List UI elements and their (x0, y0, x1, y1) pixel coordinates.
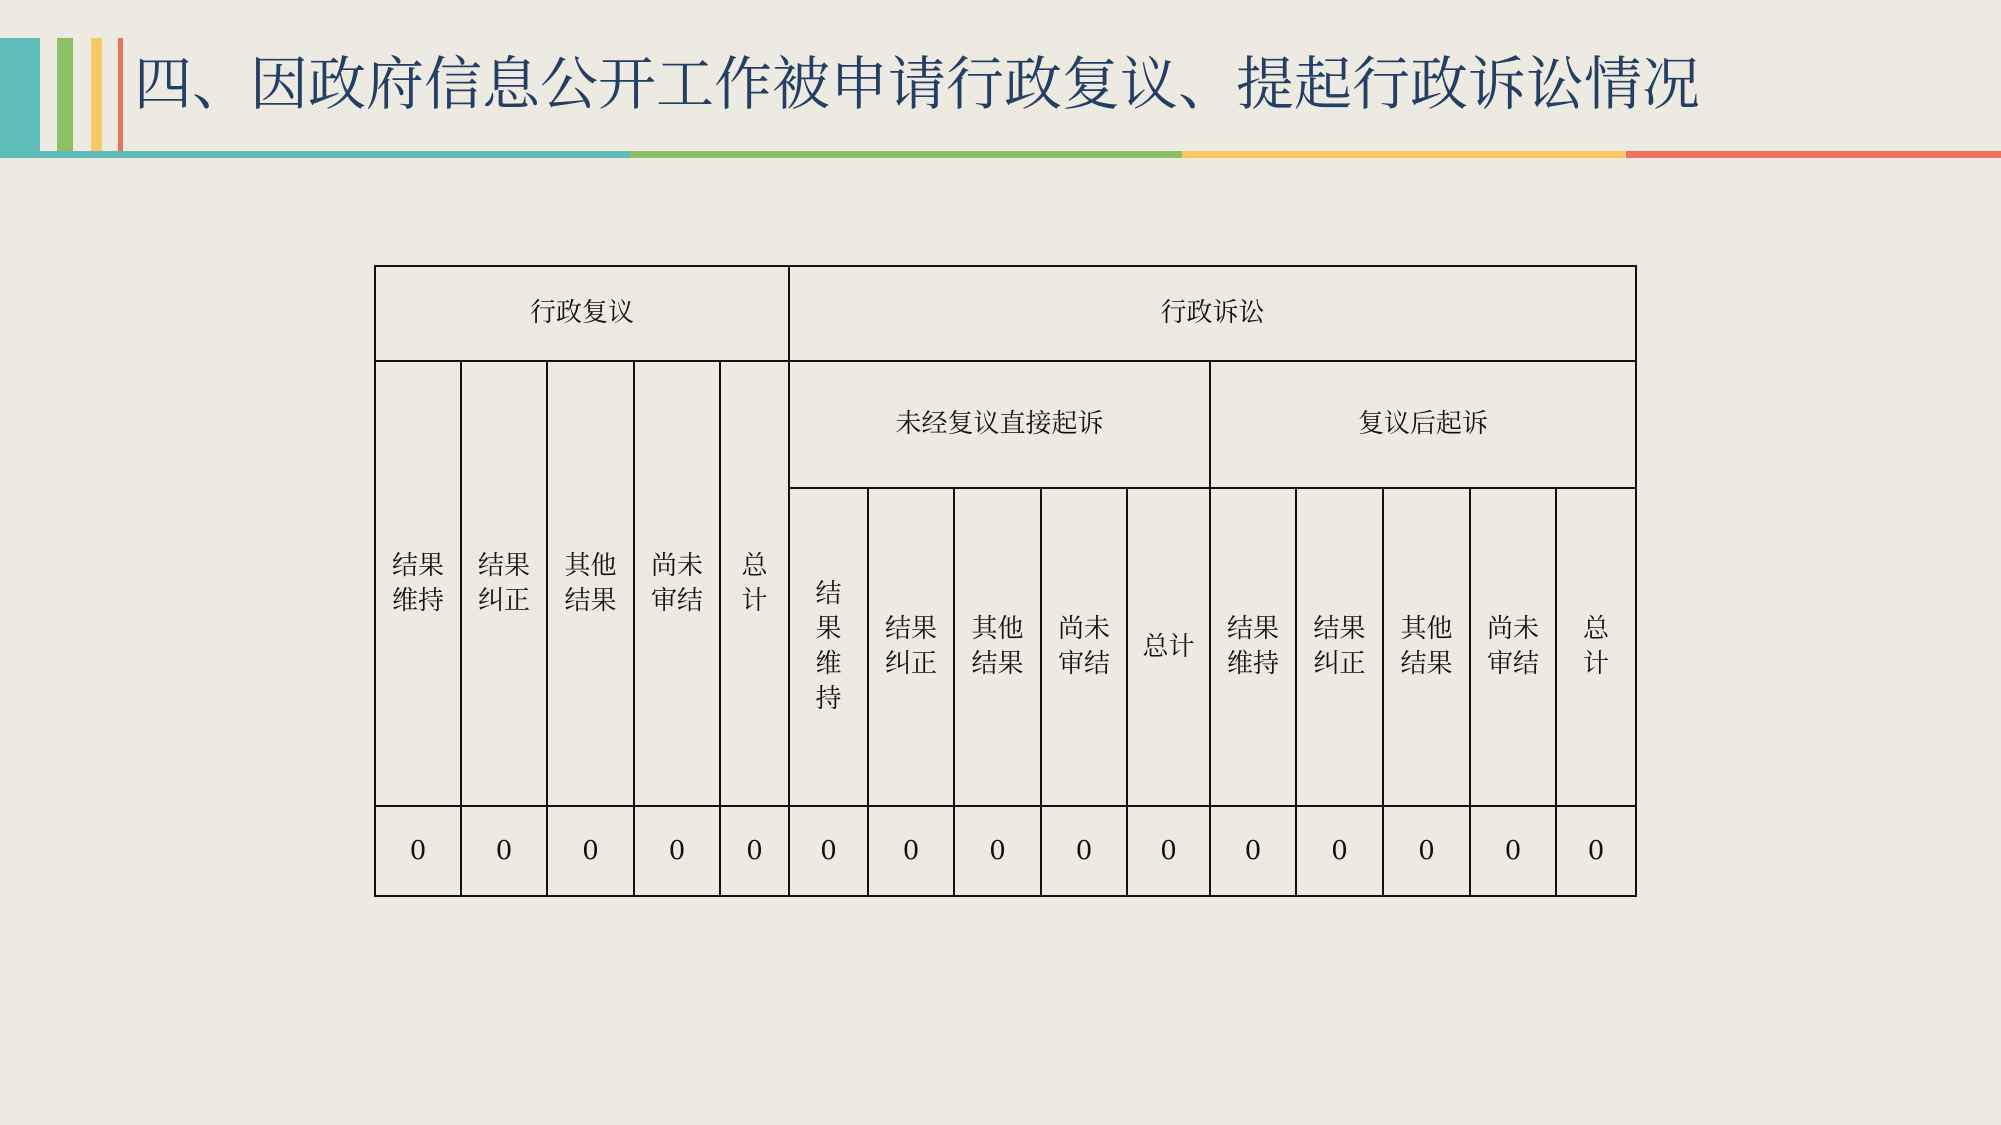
value-cell: 0 (720, 806, 789, 896)
value-cell: 0 (634, 806, 720, 896)
title-underline-green (630, 151, 1182, 158)
after-col-label: 结果纠正 (1313, 614, 1366, 679)
review-col-header (547, 361, 634, 806)
page-title: 四、因政府信息公开工作被申请行政复议、提起行政诉讼情况 (134, 50, 1701, 118)
value-cell: 0 (461, 806, 547, 896)
value-cell: 0 (1556, 806, 1636, 896)
after-col-header (1556, 488, 1636, 806)
after-col-label: 总计 (1583, 614, 1610, 679)
header-row-subgroups (375, 361, 1636, 488)
header-after-review-litigation (1210, 361, 1636, 488)
decor-bar-yellow (91, 38, 102, 152)
after-col-header (1470, 488, 1556, 806)
title-underline-red (1626, 151, 2001, 158)
direct-col-header (1127, 488, 1210, 806)
statistics-table (374, 265, 1637, 897)
decor-bar-green (57, 38, 73, 152)
value-row (375, 806, 1636, 896)
header-direct-litigation (789, 361, 1210, 488)
header-administrative-litigation (789, 266, 1636, 361)
after-col-header (1296, 488, 1383, 806)
header-administrative-review (375, 266, 789, 361)
direct-col-label: 结果纠正 (884, 614, 937, 679)
direct-col-label: 结果维持 (815, 579, 842, 714)
after-col-label: 其他结果 (1400, 614, 1453, 679)
decor-bar-teal (0, 38, 40, 152)
review-col-header (634, 361, 720, 806)
decor-bar-red (118, 38, 123, 152)
value-cell: 0 (1383, 806, 1470, 896)
review-col-label: 结果纠正 (477, 550, 530, 616)
header-direct-litigation-label: 未经复议直接起诉 (895, 409, 1104, 439)
value-cell: 0 (547, 806, 634, 896)
header-administrative-review-label: 行政复议 (529, 298, 634, 328)
review-col-header (375, 361, 461, 806)
header-after-review-litigation-label: 复议后起诉 (1358, 409, 1489, 439)
header-administrative-litigation-label: 行政诉讼 (1160, 298, 1265, 328)
direct-col-label: 总计 (1142, 631, 1195, 662)
review-col-label: 尚未审结 (650, 550, 703, 616)
value-cell: 0 (1210, 806, 1296, 896)
value-cell: 0 (954, 806, 1041, 896)
review-col-label: 总计 (741, 550, 768, 616)
direct-col-label: 其他结果 (971, 614, 1024, 679)
direct-col-header (868, 488, 954, 806)
value-cell: 0 (868, 806, 954, 896)
direct-col-label: 尚未审结 (1057, 614, 1110, 679)
header-row-groups (375, 266, 1636, 361)
after-col-label: 结果维持 (1226, 614, 1279, 679)
direct-col-header (789, 488, 868, 806)
direct-col-header (954, 488, 1041, 806)
value-cell: 0 (789, 806, 868, 896)
direct-col-header (1041, 488, 1127, 806)
after-col-header (1210, 488, 1296, 806)
review-col-header (461, 361, 547, 806)
after-col-header (1383, 488, 1470, 806)
value-cell: 0 (1127, 806, 1210, 896)
review-col-header (720, 361, 789, 806)
title-underline-teal (0, 151, 630, 158)
value-cell: 0 (1041, 806, 1127, 896)
value-cell: 0 (1470, 806, 1556, 896)
review-col-label: 结果维持 (391, 550, 444, 616)
value-cell: 0 (1296, 806, 1383, 896)
after-col-label: 尚未审结 (1486, 614, 1539, 679)
value-cell: 0 (375, 806, 461, 896)
review-col-label: 其他结果 (564, 550, 617, 616)
title-underline-yellow (1182, 151, 1626, 158)
